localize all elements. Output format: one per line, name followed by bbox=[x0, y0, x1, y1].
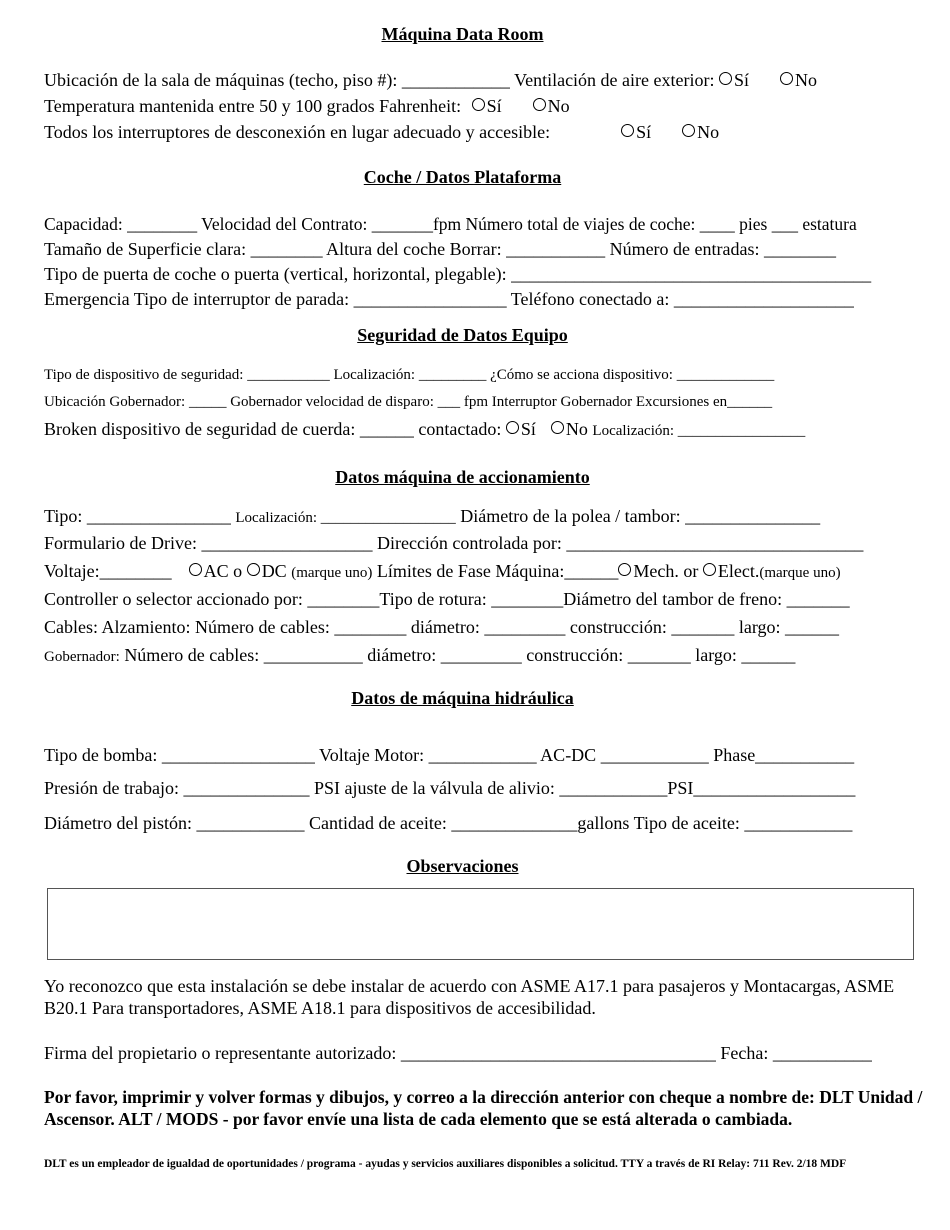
sheave-diameter-field[interactable]: Diámetro de la polea / tambor: _______________ bbox=[460, 506, 821, 526]
elect-label: Elect. bbox=[717, 561, 760, 581]
voltage-field[interactable]: Voltaje:________ bbox=[44, 561, 172, 581]
mech-label: Mech. or bbox=[633, 561, 699, 581]
drive-location-field[interactable]: Localización: __________________ bbox=[235, 510, 456, 526]
hydraulic-line-1[interactable]: Tipo de bomba: _________________ Voltaje Motor: ____________ AC-DC ____________ Phase___________ bbox=[44, 745, 855, 765]
drive-line-6 bbox=[44, 644, 795, 668]
yes-label: Sí bbox=[734, 70, 750, 90]
dc-radio[interactable] bbox=[247, 563, 260, 576]
ventilation-no-radio[interactable] bbox=[780, 72, 793, 85]
car-line-3[interactable]: Tipo de puerta de coche o puerta (vertical, horizontal, plegable): ________________________________________ bbox=[44, 264, 872, 284]
dc-label: DC bbox=[261, 561, 287, 581]
phase-limits-field[interactable]: Límites de Fase Máquina:______ bbox=[376, 561, 619, 581]
drive-line-1 bbox=[44, 505, 820, 529]
section-heading-hydraulic: Datos de máquina hidráulica bbox=[351, 688, 574, 708]
footer-text: DLT es un empleador de igualdad de oportunidades / programa - ayudas y servicios auxiliares disponibles a solicitud. TTY a través de RI Relay: 711 Rev. 2/18 MDF bbox=[44, 1158, 847, 1170]
mark-one-note: (marque uno) bbox=[291, 565, 373, 581]
machine-room-line-3 bbox=[44, 121, 719, 143]
ac-label: AC o bbox=[203, 561, 243, 581]
safety-location-field[interactable]: Localización: _________________ bbox=[592, 423, 806, 439]
contacted-no-radio[interactable] bbox=[551, 421, 564, 434]
disconnects-yes-radio[interactable] bbox=[621, 124, 634, 137]
safety-line-1[interactable]: Tipo de dispositivo de seguridad: ___________ Localización: _________ ¿Cómo se acciona dispositivo: _____________ bbox=[44, 367, 775, 383]
contacted-yes-radio[interactable] bbox=[506, 421, 519, 434]
drive-line-3 bbox=[44, 560, 841, 584]
ventilation-label: Ventilación de aire exterior: bbox=[514, 70, 715, 90]
machine-room-location-field[interactable]: Ubicación de la sala de máquinas (techo, piso #): ____________ bbox=[44, 70, 510, 90]
temperature-label: Temperatura mantenida entre 50 y 100 grados Fahrenheit: bbox=[44, 96, 462, 116]
mech-radio[interactable] bbox=[618, 563, 631, 576]
no-label: No bbox=[547, 96, 570, 116]
no-label: No bbox=[795, 70, 818, 90]
governor-label: Gobernador: bbox=[44, 649, 120, 665]
car-line-4[interactable]: Emergencia Tipo de interruptor de parada: _________________ Teléfono conectado a: ____________________ bbox=[44, 289, 854, 309]
machine-room-line-1 bbox=[44, 69, 817, 91]
drive-line-5[interactable]: Cables: Alzamiento: Número de cables: ________ diámetro: _________ construcción: _______ largo: ______ bbox=[44, 617, 840, 637]
hydraulic-line-2[interactable]: Presión de trabajo: ______________ PSI ajuste de la válvula de alivio: ____________PSI__________________ bbox=[44, 778, 856, 798]
disconnects-no-radio[interactable] bbox=[682, 124, 695, 137]
temperature-yes-radio[interactable] bbox=[472, 98, 485, 111]
section-heading-car-platform: Coche / Datos Plataforma bbox=[363, 167, 562, 187]
car-line-2[interactable]: Tamaño de Superficie clara: ________ Altura del coche Borrar: ___________ Número de entradas: ________ bbox=[44, 239, 837, 259]
drive-type-field[interactable]: Tipo: ________________ bbox=[44, 506, 231, 526]
yes-label: Sí bbox=[520, 419, 536, 439]
observations-textarea[interactable] bbox=[47, 888, 914, 960]
temperature-no-radio[interactable] bbox=[533, 98, 546, 111]
section-heading-safety: Seguridad de Datos Equipo bbox=[357, 325, 568, 345]
car-line-1[interactable]: Capacidad: ________ Velocidad del Contrato: _______fpm Número total de viajes de coche: ____ pies ___ estatura bbox=[44, 214, 857, 234]
section-heading-drive-machine: Datos máquina de accionamiento bbox=[335, 467, 590, 487]
ventilation-yes-radio[interactable] bbox=[719, 72, 732, 85]
governor-cables-field[interactable]: Número de cables: ___________ diámetro: _________ construcción: _______ largo: ______ bbox=[124, 645, 796, 665]
section-heading-observations: Observaciones bbox=[406, 856, 519, 876]
safety-line-2[interactable]: Ubicación Gobernador: _____ Gobernador velocidad de disparo: ___ fpm Interruptor Gobernador Excursiones en______ bbox=[44, 394, 773, 410]
broken-rope-field[interactable]: Broken dispositivo de seguridad de cuerda: ______ contactado: bbox=[44, 419, 502, 439]
instructions-text: Por favor, imprimir y volver formas y dibujos, y correo a la dirección anterior con cheque a nombre de: DLT Unidad / Ascensor. ALT / MODS - por favor envíe una lista de cada elemento que se está alterada o cambiada. bbox=[44, 1087, 923, 1129]
yes-label: Sí bbox=[486, 96, 502, 116]
ac-radio[interactable] bbox=[189, 563, 202, 576]
acknowledgement-text: Yo reconozco que esta instalación se debe instalar de acuerdo con ASME A17.1 para pasajeros y Montacargas, ASME B20.1 Para transportadores, ASME A18.1 para dispositivos de accesibilidad. bbox=[44, 976, 895, 1018]
mark-one-note: (marque uno) bbox=[759, 565, 841, 581]
signature-line[interactable]: Firma del propietario o representante autorizado: ___________________________________ Fecha: ___________ bbox=[44, 1043, 872, 1063]
section-heading-machine-room: Máquina Data Room bbox=[381, 24, 544, 44]
safety-line-3 bbox=[44, 418, 805, 442]
disconnects-label: Todos los interruptores de desconexión en lugar adecuado y accesible: bbox=[44, 122, 551, 142]
drive-line-2[interactable]: Formulario de Drive: ___________________ Dirección controlada por: _________________________________ bbox=[44, 533, 864, 553]
no-label: No bbox=[565, 419, 588, 439]
no-label: No bbox=[697, 122, 720, 142]
yes-label: Sí bbox=[636, 122, 652, 142]
machine-room-line-2 bbox=[44, 95, 570, 117]
hydraulic-line-3[interactable]: Diámetro del pistón: ____________ Cantidad de aceite: ______________gallons Tipo de aceite: ____________ bbox=[44, 813, 853, 833]
drive-line-4[interactable]: Controller o selector accionado por: ________Tipo de rotura: ________Diámetro del tambor de freno: _______ bbox=[44, 589, 850, 609]
elect-radio[interactable] bbox=[703, 563, 716, 576]
